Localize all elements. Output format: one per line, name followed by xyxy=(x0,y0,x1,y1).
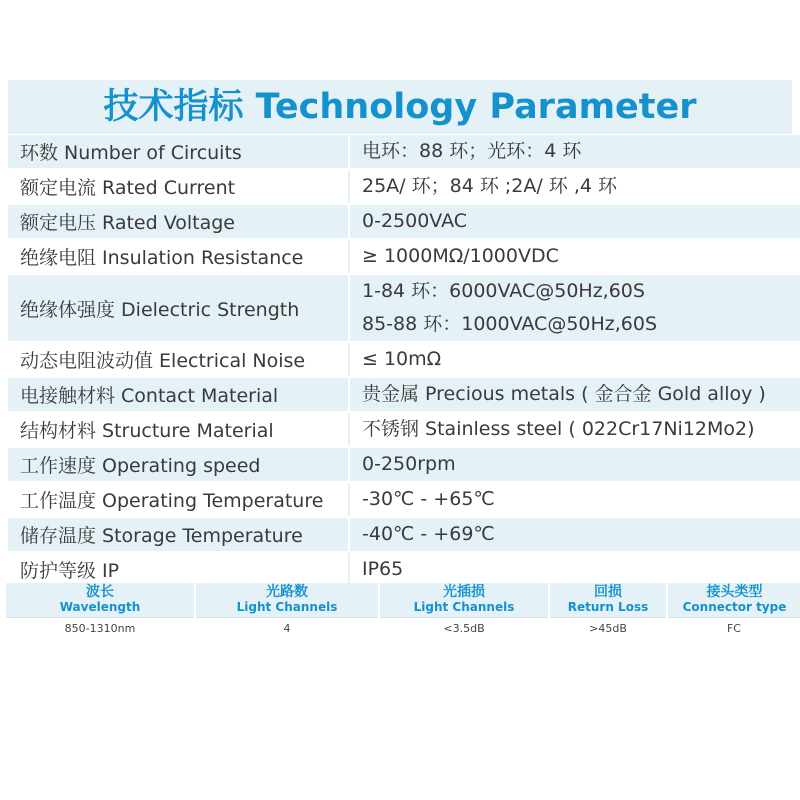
param-value-line: 不锈钢 Stainless steel ( 022Cr17Ni12Mo2) xyxy=(362,418,755,440)
fiber-header-cn: 光插损 xyxy=(443,584,485,600)
spec-row xyxy=(8,342,800,377)
fiber-header-cn: 接头类型 xyxy=(706,584,763,600)
param-name: 工作温度 Operating Temperature xyxy=(8,482,349,517)
param-name: 工作速度 Operating speed xyxy=(8,447,349,482)
param-name: 防护等级 IP xyxy=(8,552,349,587)
spec-row xyxy=(8,447,800,482)
param-name: 结构材料 Structure Material xyxy=(8,412,349,447)
param-name: 动态电阻波动值 Electrical Noise xyxy=(8,342,349,377)
fiber-header xyxy=(5,583,195,618)
fiber-header-en: Light Channels xyxy=(236,600,338,614)
param-value-line: 0-250rpm xyxy=(362,453,456,475)
spec-row xyxy=(8,552,800,587)
param-name: 电接触材料 Contact Material xyxy=(8,377,349,412)
spec-row xyxy=(8,204,800,239)
fiber-header-en: Connector type xyxy=(682,600,787,614)
spec-row xyxy=(8,517,800,552)
spec-table xyxy=(8,135,800,588)
fiber-header-en: Return Loss xyxy=(567,600,649,614)
param-value xyxy=(349,517,800,552)
spec-row xyxy=(8,274,800,342)
fiber-header-cn: 波长 xyxy=(86,584,114,600)
param-value-line: ≥ 1000MΩ/1000VDC xyxy=(362,245,559,267)
param-value-line: -30℃ - +65℃ xyxy=(362,488,495,510)
page-title: 技术指标 Technology Parameter xyxy=(103,87,697,127)
param-value xyxy=(349,342,800,377)
fiber-cell: FC xyxy=(667,618,800,637)
fiber-header xyxy=(195,583,379,618)
fiber-header-cn: 回损 xyxy=(594,584,622,600)
param-value-line: ≤ 10mΩ xyxy=(362,348,442,370)
spec-row xyxy=(8,169,800,204)
spec-row xyxy=(8,135,800,169)
fiber-cell: >45dB xyxy=(549,618,667,637)
param-value xyxy=(349,552,800,587)
fiber-cell: <3.5dB xyxy=(379,618,549,637)
param-value-line: 电环：88 环；光环：4 环 xyxy=(362,140,582,162)
spec-row xyxy=(8,412,800,447)
spec-row xyxy=(8,239,800,274)
param-name: 储存温度 Storage Temperature xyxy=(8,517,349,552)
param-value-line: 0-2500VAC xyxy=(362,210,468,232)
param-value-line: -40℃ - +69℃ xyxy=(362,523,495,545)
param-value xyxy=(349,169,800,204)
title-banner xyxy=(8,80,792,134)
param-value-line: 1-84 环：6000VAC@50Hz,60S xyxy=(362,280,645,302)
fiber-table xyxy=(4,583,800,636)
param-value xyxy=(349,239,800,274)
param-value xyxy=(349,377,800,412)
param-name: 额定电压 Rated Voltage xyxy=(8,204,349,239)
param-value xyxy=(349,135,800,169)
param-name: 环数 Number of Circuits xyxy=(8,135,349,169)
param-value xyxy=(349,204,800,239)
fiber-header xyxy=(667,583,800,618)
spec-row xyxy=(8,377,800,412)
param-value xyxy=(349,447,800,482)
param-name: 绝缘体强度 Dielectric Strength xyxy=(8,274,349,342)
fiber-cell: 850-1310nm xyxy=(5,618,195,637)
fiber-header-cn: 光路数 xyxy=(266,584,308,600)
fiber-cell: 4 xyxy=(195,618,379,637)
fiber-header xyxy=(379,583,549,618)
param-value xyxy=(349,274,800,342)
fiber-header-en: Light Channels xyxy=(413,600,515,614)
fiber-header-en: Wavelength xyxy=(59,600,141,614)
param-value xyxy=(349,412,800,447)
param-value-line: IP65 xyxy=(362,558,404,580)
param-value-line: 贵金属 Precious metals ( 金合金 Gold alloy ) xyxy=(362,383,766,405)
param-name: 额定电流 Rated Current xyxy=(8,169,349,204)
fiber-header xyxy=(549,583,667,618)
param-value-line: 25A/ 环；84 环 ;2A/ 环 ,4 环 xyxy=(362,175,618,197)
spec-row xyxy=(8,482,800,517)
param-value xyxy=(349,482,800,517)
param-value-line: 85-88 环：1000VAC@50Hz,60S xyxy=(362,313,658,335)
param-name: 绝缘电阻 Insulation Resistance xyxy=(8,239,349,274)
